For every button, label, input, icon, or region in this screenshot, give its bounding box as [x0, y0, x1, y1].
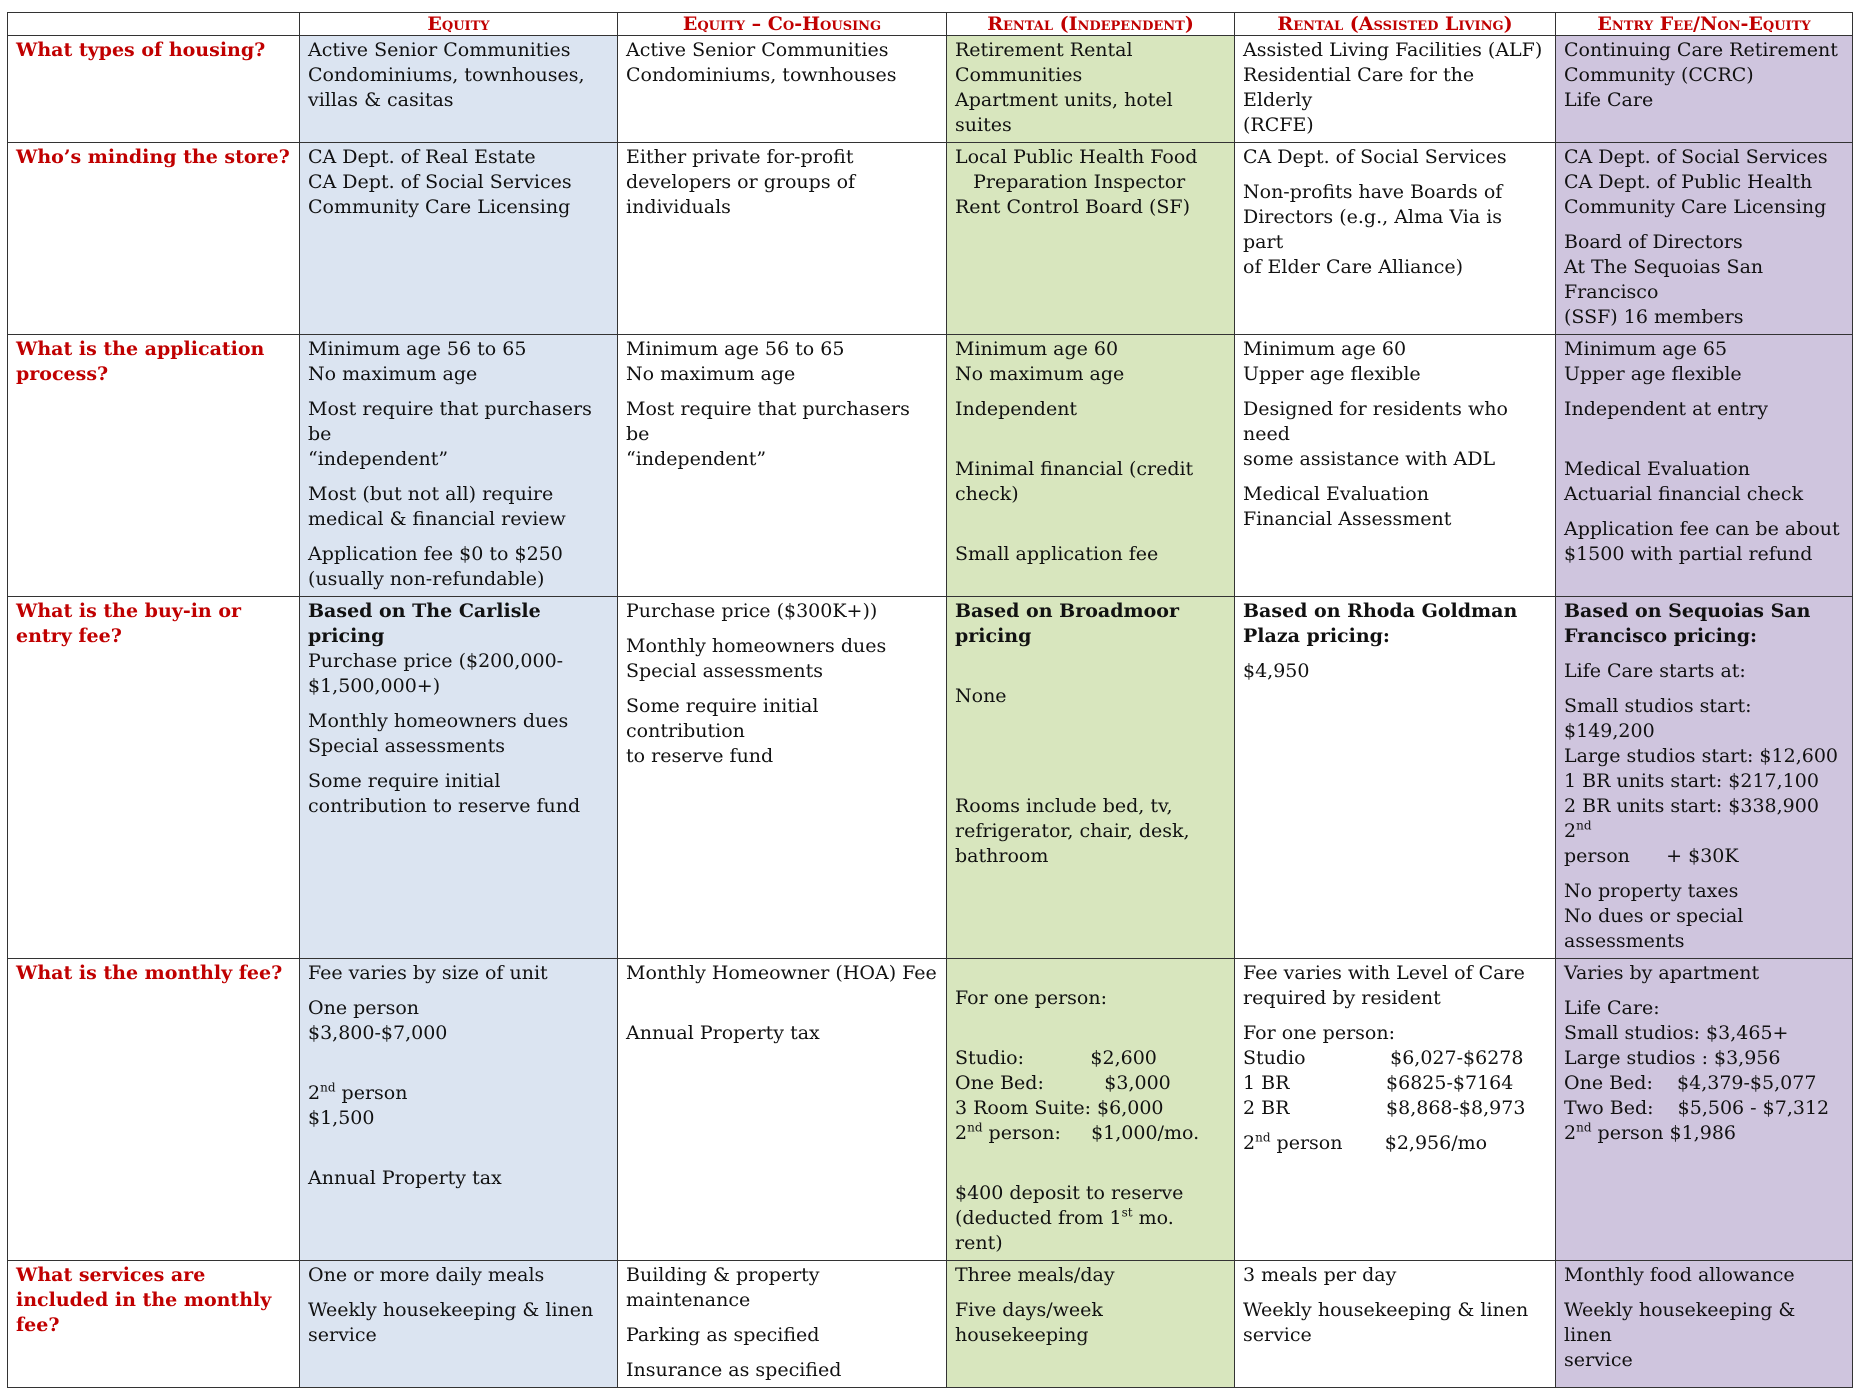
cell-line: [955, 961, 1226, 986]
cell-entry-fee-non-equity: [1556, 36, 1853, 143]
cell-paragraph: [1564, 996, 1844, 1146]
cell-equity: [300, 959, 618, 1261]
header-corner: [8, 13, 300, 36]
cell-line: Designed for residents who need: [1243, 398, 1514, 445]
cell-line: Purchase price ($200,000-: [308, 650, 564, 672]
cell-paragraph: [955, 1046, 1226, 1171]
cell-line: Weekly housekeeping & linen: [308, 1299, 594, 1321]
cell-line: 3 Room Suite: $6,000: [955, 1097, 1164, 1119]
cell-paragraph: [308, 542, 609, 592]
cell-line: Minimal financial (credit: [955, 458, 1194, 480]
cell-line: Small studios: $3,465+: [1564, 1022, 1789, 1044]
cell-line: (deducted from 1st mo. rent): [955, 1205, 1180, 1254]
cell-line: $1500 with partial refund: [1564, 543, 1813, 565]
cell-line: Monthly homeowners dues: [626, 635, 887, 657]
cell-line: Large studios start: $12,600: [1564, 745, 1839, 767]
cell-paragraph: [1564, 457, 1844, 507]
cell-line: Medical Evaluation: [1564, 458, 1750, 480]
cell-line: Two Bed: $5,506 - $7,312: [1564, 1097, 1830, 1119]
cell-line: Insurance as specified: [626, 1359, 842, 1381]
cell-line: Application fee can be about: [1564, 518, 1840, 540]
cell-paragraph: [955, 1298, 1226, 1348]
cell-line: CA Dept. of Real Estate: [308, 146, 536, 168]
cell-line: Based on Rhoda Goldman: [1243, 600, 1518, 622]
cell-paragraph: [1564, 337, 1844, 387]
cell-line: Local Public Health Food: [955, 146, 1198, 168]
cell-line: pricing: [955, 625, 1032, 647]
cell-line: $400 deposit to reserve: [955, 1182, 1184, 1204]
header-equity: Equity: [300, 13, 618, 36]
cell-line: (usually non-refundable): [308, 568, 545, 590]
cell-paragraph: [955, 457, 1226, 532]
cell-paragraph: [1243, 145, 1547, 170]
cell-paragraph: [1243, 337, 1547, 387]
cell-line: Actuarial financial check: [1564, 483, 1804, 505]
cell-line: No dues or special: [1564, 905, 1744, 927]
cell-line: Plaza pricing:: [1243, 625, 1390, 647]
cell-line: Minimum age 56 to 65: [626, 338, 845, 360]
cell-paragraph: [955, 38, 1226, 138]
cell-line: Preparation Inspector: [955, 171, 1186, 193]
cell-line: Monthly food allowance: [1564, 1264, 1795, 1286]
cell-line: Three meals/day: [955, 1264, 1115, 1286]
cell-line: assessments: [1564, 930, 1685, 952]
cell-paragraph: [626, 145, 938, 220]
cell-line: [955, 649, 1226, 674]
cell-paragraph: [1243, 180, 1547, 280]
cell-line: “independent”: [626, 448, 767, 470]
cell-paragraph: [626, 337, 938, 387]
cell-line: Most require that purchasers be: [626, 398, 916, 445]
cell-line: Retirement Rental: [955, 39, 1133, 61]
cell-line: Minimum age 65: [1564, 338, 1728, 360]
cell-line: $4,950: [1243, 660, 1310, 682]
cell-paragraph: [308, 996, 609, 1071]
cell-line: Residential Care for the Elderly: [1243, 64, 1481, 111]
cell-line: None: [955, 685, 1007, 707]
cell-paragraph: [308, 337, 609, 387]
cell-line: [955, 709, 1226, 734]
cell-line: 1 BR units start: $217,100: [1564, 770, 1819, 792]
header-row: [8, 13, 1853, 36]
cell-rental-independent: [947, 143, 1235, 335]
cell-paragraph: [1243, 599, 1547, 649]
cell-line: Either private for-profit: [626, 146, 854, 168]
cell-paragraph: [308, 1166, 609, 1191]
cell-paragraph: [1564, 517, 1844, 567]
cell-line: One person: [308, 997, 420, 1019]
table-row: [8, 959, 1853, 1261]
cell-line: Studio: $2,600: [955, 1047, 1157, 1069]
cell-line: One or more daily meals: [308, 1264, 545, 1286]
cell-line: (RCFE): [1243, 114, 1314, 136]
cell-line: Most (but not all) require: [308, 483, 554, 505]
cell-line: [308, 1046, 609, 1071]
cell-rental-assisted-living: [1235, 36, 1556, 143]
cell-line: Minimum age 56 to 65: [308, 338, 527, 360]
cell-line: Based on Broadmoor: [955, 600, 1179, 622]
cell-equity: [300, 597, 618, 959]
cell-rental-assisted-living: [1235, 143, 1556, 335]
cell-line: 3 meals per day: [1243, 1264, 1397, 1286]
cell-line: Monthly Homeowner (HOA) Fee: [626, 962, 937, 984]
cell-line: [955, 507, 1226, 532]
cell-paragraph: [626, 1021, 938, 1046]
cell-line: 2nd person: [308, 1080, 408, 1104]
cell-entry-fee-non-equity: [1556, 143, 1853, 335]
cell-paragraph: [1564, 38, 1844, 113]
cell-line: (SSF) 16 members: [1564, 306, 1744, 328]
cell-line: CA Dept. of Social Services: [308, 171, 572, 193]
cell-paragraph: [1564, 599, 1844, 649]
cell-line: Independent: [955, 398, 1078, 420]
cell-line: 2 BR $8,868-$8,973: [1243, 1097, 1526, 1119]
cell-paragraph: [1243, 961, 1547, 1011]
cell-equity-co-housing: [618, 1261, 947, 1388]
cell-line: CA Dept. of Social Services: [1564, 146, 1828, 168]
cell-line: Communities: [955, 64, 1083, 86]
cell-line: Board of Directors: [1564, 231, 1743, 253]
cell-paragraph: [1243, 397, 1547, 472]
cell-rental-independent: [947, 36, 1235, 143]
cell-entry-fee-non-equity: [1556, 1261, 1853, 1388]
cell-line: Life Care:: [1564, 997, 1660, 1019]
cell-line: [626, 986, 938, 1011]
cell-line: CA Dept. of Public Health: [1564, 171, 1813, 193]
cell-line: Continuing Care Retirement: [1564, 39, 1838, 61]
cell-paragraph: [1564, 1298, 1844, 1373]
cell-rental-assisted-living: [1235, 959, 1556, 1261]
cell-paragraph: [626, 634, 938, 684]
cell-line: Fee varies by size of unit: [308, 962, 548, 984]
cell-paragraph: [1243, 38, 1547, 138]
cell-paragraph: [308, 397, 609, 472]
cell-line: [308, 1131, 609, 1156]
cell-line: Monthly homeowners dues: [308, 710, 569, 732]
cell-entry-fee-non-equity: [1556, 597, 1853, 959]
cell-line: contribution to reserve fund: [308, 795, 581, 817]
cell-entry-fee-non-equity: [1556, 335, 1853, 597]
cell-paragraph: [626, 1263, 938, 1313]
header-entry-fee-non-equity: Entry Fee/Non-Equity: [1556, 13, 1853, 36]
cell-line: Financial Assessment: [1243, 508, 1452, 530]
cell-line: Life Care starts at:: [1564, 660, 1746, 682]
cell-paragraph: [626, 694, 938, 769]
header-rental-assisted-living: Rental (Assisted Living): [1235, 13, 1556, 36]
cell-line: Active Senior Communities: [626, 39, 889, 61]
cell-line: Studio $6,027-$6278: [1243, 1047, 1524, 1069]
cell-line: bathroom: [955, 845, 1049, 867]
cell-line: Some require initial contribution: [626, 695, 825, 742]
row-question: What is the buy-in or entry fee?: [8, 597, 300, 959]
cell-line: Minimum age 60: [955, 338, 1119, 360]
table-body: [8, 36, 1853, 1388]
row-question: What is the monthly fee?: [8, 959, 300, 1261]
cell-paragraph: [308, 769, 609, 819]
cell-equity: [300, 1261, 618, 1388]
cell-paragraph: [1564, 659, 1844, 684]
cell-line: of Elder Care Alliance): [1243, 256, 1464, 278]
row-question: What is the application process?: [8, 335, 300, 597]
cell-paragraph: [308, 482, 609, 532]
cell-line: One Bed: $3,000: [955, 1072, 1171, 1094]
cell-line: [955, 1146, 1226, 1171]
cell-line: Weekly housekeeping & linen: [1564, 1299, 1802, 1346]
cell-paragraph: [308, 1298, 609, 1348]
cell-line: Large studios : $3,956: [1564, 1047, 1781, 1069]
cell-line: No property taxes: [1564, 880, 1739, 902]
cell-line: [955, 759, 1226, 784]
cell-line: Special assessments: [626, 660, 824, 682]
cell-equity-co-housing: [618, 143, 947, 335]
cell-paragraph: [955, 145, 1226, 220]
cell-line: service: [1243, 1324, 1312, 1346]
cell-paragraph: [955, 542, 1226, 567]
cell-paragraph: [955, 794, 1226, 869]
cell-line: Five days/week: [955, 1299, 1103, 1321]
cell-rental-assisted-living: [1235, 597, 1556, 959]
cell-paragraph: [308, 1081, 609, 1156]
cell-equity: [300, 143, 618, 335]
cell-paragraph: [955, 599, 1226, 674]
cell-line: Special assessments: [308, 735, 506, 757]
cell-line: Most require that purchasers be: [308, 398, 598, 445]
cell-rental-independent: [947, 959, 1235, 1261]
cell-line: Independent at entry: [1564, 398, 1769, 420]
cell-equity-co-housing: [618, 959, 947, 1261]
cell-rental-independent: [947, 1261, 1235, 1388]
cell-line: 1 BR $6825-$7164: [1243, 1072, 1514, 1094]
cell-line: Upper age flexible: [1243, 363, 1421, 385]
cell-paragraph: [955, 1181, 1226, 1256]
cell-line: “independent”: [308, 448, 449, 470]
cell-paragraph: [308, 145, 609, 220]
cell-line: Small application fee: [955, 543, 1159, 565]
cell-line: 2nd person $2,956/mo: [1243, 1130, 1488, 1154]
cell-line: developers or groups of: [626, 171, 856, 193]
cell-paragraph: [308, 961, 609, 986]
cell-line: Medical Evaluation: [1243, 483, 1429, 505]
cell-paragraph: [308, 38, 609, 113]
table-row: [8, 143, 1853, 335]
cell-line: Weekly housekeeping & linen: [1243, 1299, 1529, 1321]
cell-rental-assisted-living: [1235, 335, 1556, 597]
cell-line: No maximum age: [308, 363, 478, 385]
row-question: What services are included in the monthly fee?: [8, 1261, 300, 1388]
cell-line: Directors (e.g., Alma Via is part: [1243, 206, 1509, 253]
cell-line: CA Dept. of Social Services: [1243, 146, 1507, 168]
cell-paragraph: [626, 1358, 938, 1383]
cell-paragraph: [626, 397, 938, 472]
cell-line: individuals: [626, 196, 731, 218]
cell-rental-assisted-living: [1235, 1261, 1556, 1388]
cell-line: housekeeping: [955, 1324, 1089, 1346]
cell-line: Application fee $0 to $250: [308, 543, 563, 565]
table-row: [8, 597, 1853, 959]
cell-equity: [300, 335, 618, 597]
cell-line: Based on The Carlisle pricing: [308, 600, 548, 647]
cell-line: service: [1564, 1349, 1633, 1371]
cell-line: Annual Property tax: [308, 1167, 502, 1189]
cell-line: Life Care: [1564, 89, 1654, 111]
cell-line: $3,800-$7,000: [308, 1022, 448, 1044]
cell-line: service: [308, 1324, 377, 1346]
cell-rental-independent: [947, 335, 1235, 597]
cell-line: Minimum age 60: [1243, 338, 1407, 360]
housing-comparison-table: [7, 12, 1853, 1388]
cell-line: [955, 734, 1226, 759]
cell-line: Active Senior Communities: [308, 39, 571, 61]
cell-paragraph: [955, 961, 1226, 1036]
row-question: Who’s minding the store?: [8, 143, 300, 335]
cell-entry-fee-non-equity: [1556, 959, 1853, 1261]
cell-line: Upper age flexible: [1564, 363, 1742, 385]
table-row: [8, 335, 1853, 597]
cell-paragraph: [1564, 145, 1844, 220]
row-question: What types of housing?: [8, 36, 300, 143]
cell-line: [1564, 422, 1844, 447]
cell-line: For one person:: [1243, 1022, 1395, 1044]
cell-line: to reserve fund: [626, 745, 774, 767]
cell-paragraph: [1243, 1131, 1547, 1156]
cell-paragraph: [1564, 879, 1844, 954]
cell-line: Annual Property tax: [626, 1022, 820, 1044]
cell-line: [955, 1011, 1226, 1036]
cell-equity-co-housing: [618, 36, 947, 143]
cell-line: Fee varies with Level of Care: [1243, 962, 1525, 984]
cell-line: person + $30K: [1564, 845, 1739, 867]
header-equity-co-housing: Equity – Co-Housing: [618, 13, 947, 36]
cell-line: Parking as specified: [626, 1324, 820, 1346]
cell-line: No maximum age: [626, 363, 796, 385]
cell-paragraph: [626, 599, 938, 624]
header-rental-independent: Rental (Independent): [947, 13, 1235, 36]
cell-line: 2nd person: $1,000/mo.: [955, 1120, 1200, 1144]
cell-line: Rooms include bed, tv,: [955, 795, 1173, 817]
cell-line: Assisted Living Facilities (ALF): [1243, 39, 1543, 61]
cell-paragraph: [955, 337, 1226, 387]
cell-line: Building & property maintenance: [626, 1264, 826, 1311]
cell-paragraph: [955, 684, 1226, 784]
cell-line: $1,500,000+): [308, 675, 441, 697]
cell-equity-co-housing: [618, 597, 947, 959]
cell-line: One Bed: $4,379-$5,077: [1564, 1072, 1817, 1094]
cell-equity-co-housing: [618, 335, 947, 597]
cell-line: some assistance with ADL: [1243, 448, 1496, 470]
cell-paragraph: [626, 38, 938, 88]
cell-line: Based on Sequoias San: [1564, 600, 1811, 622]
cell-line: villas & casitas: [308, 89, 454, 111]
cell-paragraph: [1564, 961, 1844, 986]
cell-line: 2 BR units start: $338,900 2nd: [1564, 795, 1832, 842]
cell-line: 2nd person $1,986: [1564, 1120, 1736, 1144]
cell-paragraph: [1243, 1021, 1547, 1121]
cell-paragraph: [1564, 694, 1844, 869]
cell-line: required by resident: [1243, 987, 1441, 1009]
cell-line: Purchase price ($300K+)): [626, 600, 878, 622]
table-row: [8, 36, 1853, 143]
cell-line: Community Care Licensing: [308, 196, 571, 218]
cell-paragraph: [308, 599, 609, 699]
cell-line: For one person:: [955, 987, 1107, 1009]
cell-paragraph: [626, 961, 938, 1011]
cell-equity: [300, 36, 618, 143]
cell-line: At The Sequoias San Francisco: [1564, 256, 1770, 303]
table-row: [8, 1261, 1853, 1388]
cell-paragraph: [1564, 230, 1844, 330]
cell-paragraph: [1243, 1298, 1547, 1348]
cell-line: $1,500: [308, 1107, 375, 1129]
cell-line: Small studios start: $149,200: [1564, 695, 1758, 742]
cell-paragraph: [1243, 659, 1547, 684]
cell-line: refrigerator, chair, desk,: [955, 820, 1190, 842]
cell-line: Condominiums, townhouses,: [308, 64, 585, 86]
cell-line: Francisco pricing:: [1564, 625, 1758, 647]
cell-paragraph: [626, 1323, 938, 1348]
cell-paragraph: [308, 709, 609, 759]
cell-rental-independent: [947, 597, 1235, 959]
cell-line: Apartment units, hotel suites: [955, 89, 1179, 136]
cell-line: check): [955, 483, 1019, 505]
cell-line: Rent Control Board (SF): [955, 196, 1190, 218]
cell-line: Condominiums, townhouses: [626, 64, 897, 86]
cell-line: Varies by apartment: [1564, 962, 1760, 984]
cell-line: Community Care Licensing: [1564, 196, 1827, 218]
cell-line: No maximum age: [955, 363, 1125, 385]
cell-line: [955, 422, 1226, 447]
cell-paragraph: [1564, 397, 1844, 447]
cell-line: Some require initial: [308, 770, 501, 792]
cell-line: Community (CCRC): [1564, 64, 1754, 86]
cell-paragraph: [955, 397, 1226, 447]
cell-paragraph: [1243, 482, 1547, 532]
cell-line: Non-profits have Boards of: [1243, 181, 1503, 203]
cell-line: medical & financial review: [308, 508, 566, 530]
